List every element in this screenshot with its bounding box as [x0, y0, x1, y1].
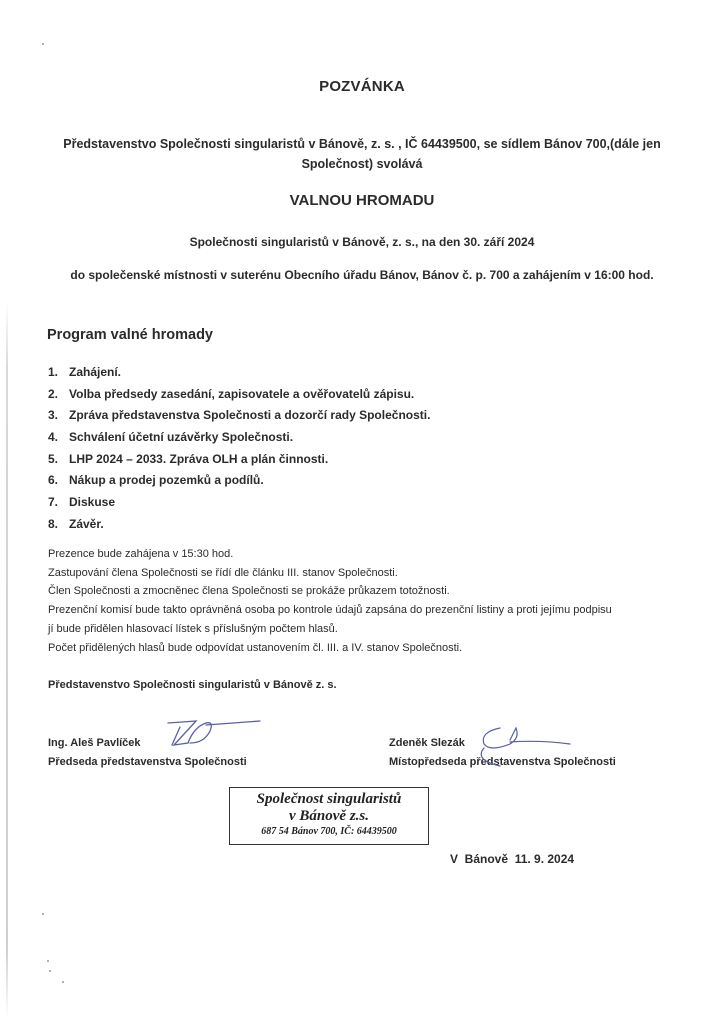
scan-speck [47, 960, 49, 962]
scan-speck [42, 913, 44, 915]
item-text: Volba předsedy zasedání, zapisovatele a ověřovatelů zápisu. [69, 386, 415, 401]
item-number: 7. [48, 495, 59, 510]
scan-edge-artifact [6, 300, 8, 1020]
program-heading: Program valné hromady [47, 327, 213, 343]
note-line: Prezenční komisí bude takto oprávněná osoba po kontrole údajů zapsána do prezenční listiny a proti jejímu podpisu [48, 604, 612, 617]
item-text: Diskuse [69, 495, 116, 510]
meeting-date-line: Společnosti singularistů v Bánově, z. s., na den 30. září 2024 [189, 235, 535, 249]
meeting-heading: VALNOU HROMADU [289, 192, 435, 209]
item-number: 6. [48, 473, 59, 488]
scan-speck [62, 981, 64, 983]
item-number: 3. [48, 408, 59, 423]
item-number: 2. [48, 386, 59, 401]
signatory-role: Místopředseda představenstva Společnosti [389, 756, 616, 768]
program-item [48, 470, 430, 492]
note-line: Prezence bude zahájena v 15:30 hod. [48, 548, 234, 560]
program-list [48, 362, 430, 536]
stamp-line-3: 687 54 Bánov 700, IČ: 64439500 [261, 826, 397, 837]
note-line: Člen Společnosti a zmocněnec člena Společnosti se prokáže průkazem totožnosti. [48, 585, 450, 598]
scan-speck [42, 43, 44, 45]
note-line: Počet přidělených hlasů bude odpovídat ustanovením čl. III. a IV. stanov Společnosti. [48, 641, 463, 654]
program-item [48, 405, 430, 427]
board-signoff: Představenstvo Společnosti singularistů v Bánově z. s. [48, 679, 337, 691]
item-text: Zahájení. [69, 365, 122, 379]
stamp-line-1: Společnost singularistů [256, 791, 402, 807]
signatory-name: Zdeněk Slezák [389, 737, 465, 749]
meeting-venue-line: do společenské místnosti v suterénu Obecního úřadu Bánov, Bánov č. p. 700 a zahájením v 16:00 hod. [70, 268, 654, 282]
item-number: 8. [48, 516, 59, 531]
signatory-role: Předseda představenstva Společnosti [48, 756, 247, 768]
place-and-date: V Bánově 11. 9. 2024 [450, 852, 575, 866]
program-item [48, 427, 430, 449]
scan-speck [49, 970, 51, 972]
program-item [48, 492, 430, 514]
signatory-name: Ing. Aleš Pavlíček [48, 737, 141, 749]
note-line: jí bude přidělen hlasovací lístek s příslušným počtem hlasů. [48, 622, 338, 635]
document-title: POZVÁNKA [319, 78, 405, 95]
item-number: 5. [48, 451, 59, 466]
notes-block [48, 545, 612, 657]
item-number: 1. [48, 365, 59, 379]
signature-vice-chair-icon [470, 722, 580, 772]
signature-chair-icon [160, 715, 270, 755]
item-text: Nákup a prodej pozemků a podílů. [69, 473, 264, 488]
item-text: LHP 2024 – 2033. Zpráva OLH a plán činnosti. [69, 451, 329, 466]
item-number: 4. [48, 430, 59, 445]
program-item [48, 449, 430, 471]
program-item [48, 362, 430, 384]
program-item [48, 514, 430, 536]
organization-stamp [229, 787, 429, 845]
note-line: Zastupování člena Společnosti se řídí dle článku III. stanov Společnosti. [48, 566, 398, 579]
stamp-line-2: v Bánově z.s. [289, 808, 369, 824]
item-text: Závěr. [69, 516, 104, 531]
item-text: Schválení účetní uzávěrky Společnosti. [69, 430, 294, 445]
intro-paragraph: Představenstvo Společnosti singularistů v Bánově, z. s. , IČ 64439500, se sídlem Bánov 700,(dále jen Společnost) svolává [63, 137, 661, 171]
item-text: Zpráva představenstva Společnosti a dozorčí rady Společnosti. [69, 408, 431, 423]
program-item [48, 384, 430, 406]
